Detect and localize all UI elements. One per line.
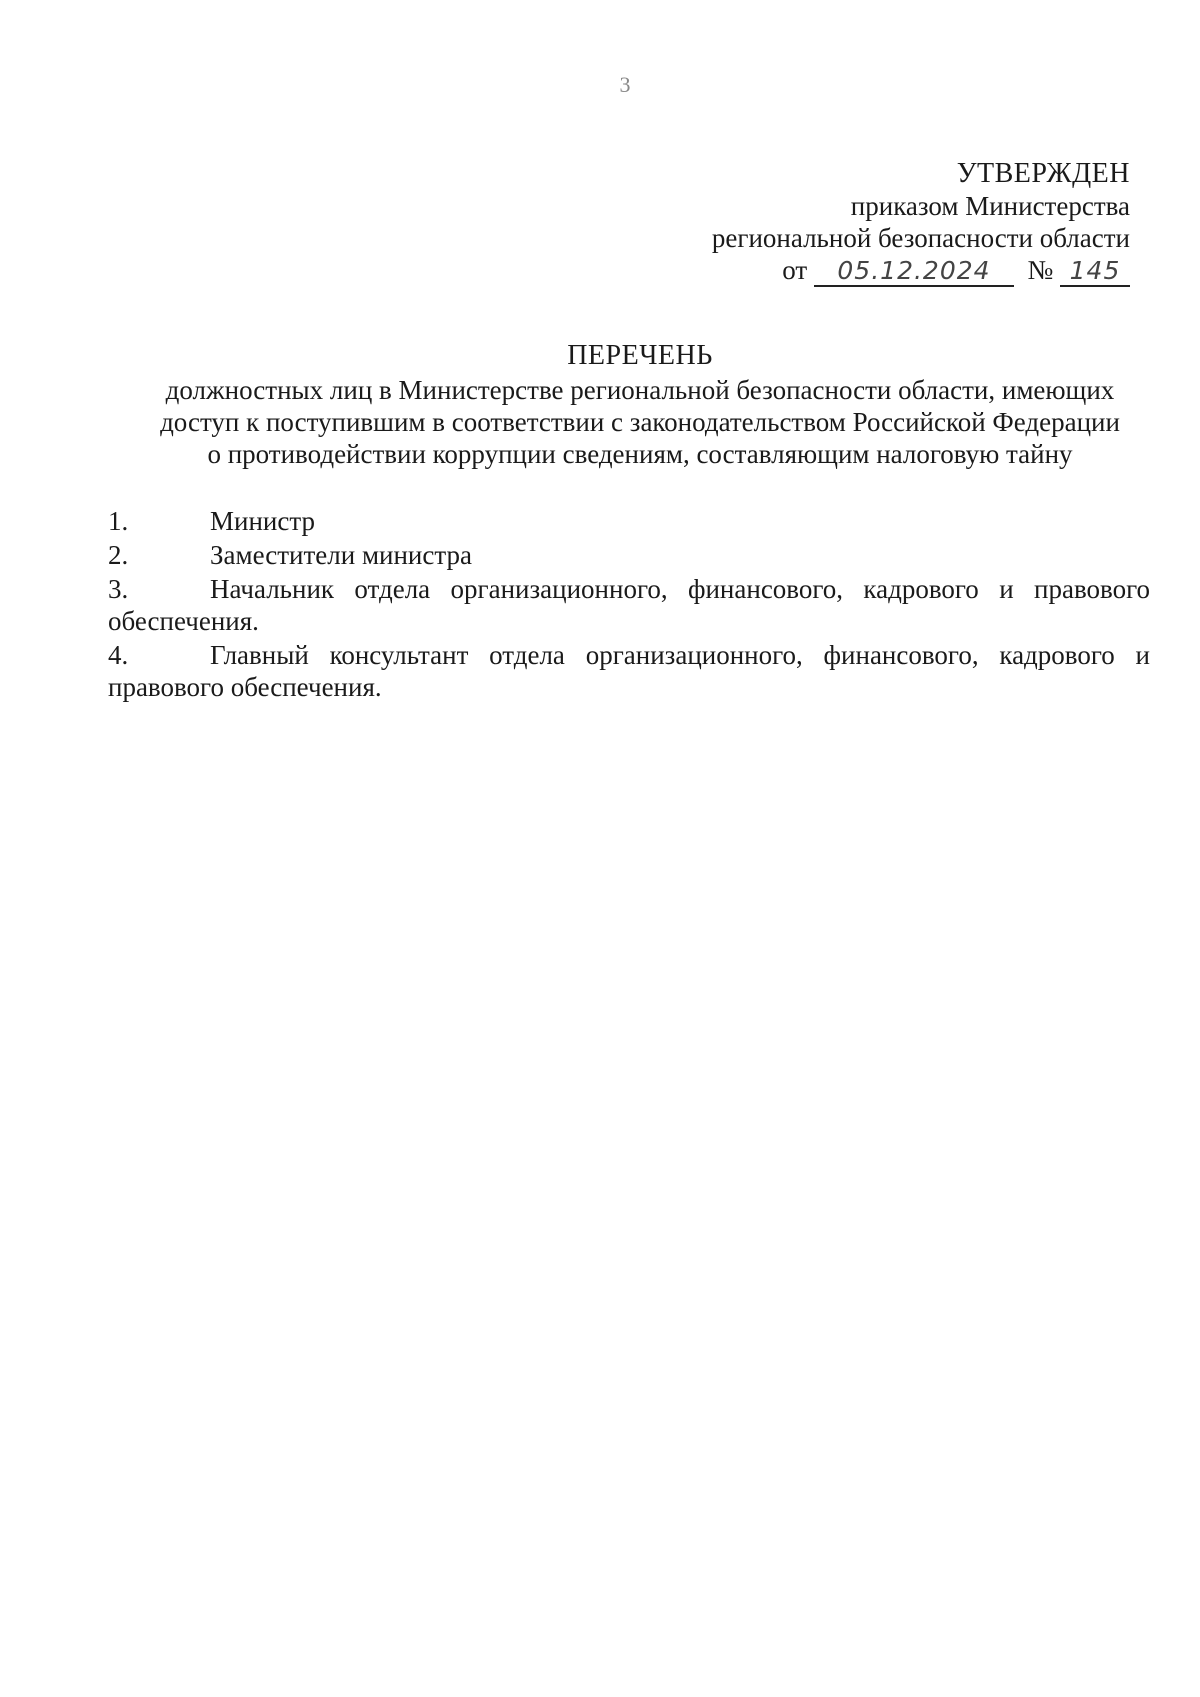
- list-item: [108, 573, 1150, 637]
- list-item-number: 1.: [108, 506, 129, 536]
- approval-line-1: приказом Министерства: [850, 191, 1130, 221]
- document-subtitle-line-1: должностных лиц в Министерстве региональной безопасности области, имеющих: [165, 375, 1115, 405]
- approval-block: [570, 158, 1130, 287]
- handwritten-number: 145: [1060, 257, 1130, 287]
- date-prefix: от: [782, 255, 808, 285]
- list-item-text: Министр: [210, 506, 315, 536]
- document-title: ПЕРЕЧЕНЬ: [567, 340, 713, 371]
- document-subtitle-line-2: доступ к поступившим в соответствии с законодательством Российской Федерации: [160, 407, 1120, 437]
- list-item: [108, 639, 1150, 703]
- list-item-number: 2.: [108, 540, 129, 570]
- document-subtitle-line-3: о противодействии коррупции сведениям, составляющим налоговую тайну: [207, 439, 1073, 469]
- document-heading: [100, 340, 1180, 470]
- list-item-text: Главный консультант отдела организационного, финансового, кадрового и правового обеспечения.: [108, 640, 1150, 702]
- list-item-text: Заместители министра: [210, 540, 472, 570]
- approval-date-line: [570, 254, 1130, 287]
- number-prefix: №: [1027, 255, 1054, 285]
- positions-list: [108, 505, 1150, 705]
- list-item-number: 4.: [108, 640, 129, 670]
- approval-line-2: региональной безопасности области: [711, 223, 1130, 253]
- list-item-text: Начальник отдела организационного, финансового, кадрового и правового обеспечения.: [108, 574, 1150, 636]
- list-item: [108, 539, 1150, 571]
- approval-title: УТВЕРЖДЕН: [956, 158, 1130, 189]
- handwritten-date: 05.12.2024: [814, 257, 1014, 287]
- page-number: 3: [619, 72, 631, 97]
- list-item-number: 3.: [108, 574, 129, 604]
- list-item: [108, 505, 1150, 537]
